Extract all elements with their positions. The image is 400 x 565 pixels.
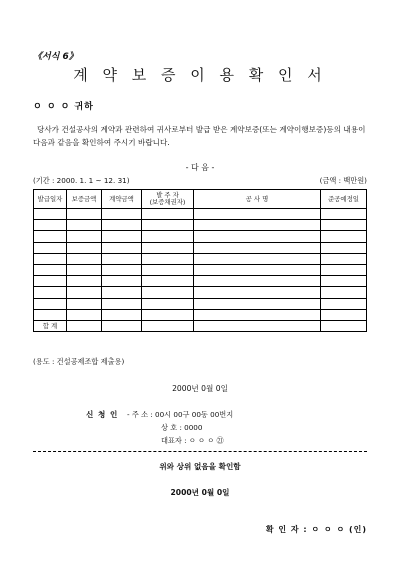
table-cell — [321, 320, 367, 331]
applicant-address: - 주 소 : 00시 00구 00동 00번지 — [127, 410, 234, 419]
table-cell — [142, 264, 194, 275]
table-row — [34, 220, 367, 231]
table-cell — [102, 264, 142, 275]
applicant-representative: 대표자 : ㅇ ㅇ ㅇ ㉑ — [161, 436, 224, 445]
table-cell — [102, 309, 142, 320]
table-cell — [194, 287, 321, 298]
table-cell — [102, 320, 142, 331]
table-total-row — [34, 320, 367, 331]
form-number: 《서식 6》 — [33, 52, 78, 62]
table-cell — [34, 209, 67, 220]
table-cell — [102, 298, 142, 309]
table-row — [34, 242, 367, 253]
table-cell — [194, 253, 321, 264]
table-row — [34, 209, 367, 220]
table-cell — [194, 231, 321, 242]
table-cell — [194, 264, 321, 275]
table-header-cell: 발 주 자 (보증채권자) — [142, 190, 194, 209]
table-cell — [34, 309, 67, 320]
table-cell — [194, 298, 321, 309]
table-cell — [102, 253, 142, 264]
table-cell — [142, 220, 194, 231]
table-header-cell: 보증금액 — [67, 190, 102, 209]
table-cell — [67, 298, 102, 309]
table-cell — [142, 242, 194, 253]
table-cell — [67, 220, 102, 231]
table-row — [34, 309, 367, 320]
table-cell — [67, 231, 102, 242]
table-cell — [321, 276, 367, 287]
table-cell — [142, 253, 194, 264]
applicant-label: 신 청 인 — [86, 410, 119, 419]
dashed-divider — [33, 451, 367, 452]
table-cell — [34, 242, 67, 253]
table-cell — [142, 231, 194, 242]
table-cell — [194, 320, 321, 331]
table-cell — [194, 276, 321, 287]
table-cell — [34, 264, 67, 275]
table-cell — [142, 209, 194, 220]
table-cell — [194, 220, 321, 231]
table-cell — [34, 287, 67, 298]
table-total-label: 합 계 — [34, 320, 67, 331]
body-text: 당사가 건설공사의 계약과 관련하여 귀사로부터 발급 받은 계약보증(또는 계약이행보증)등의 내용이 다음과 같음을 확인하여 주시기 바랍니다. — [33, 125, 366, 147]
table-cell — [321, 220, 367, 231]
table-cell — [142, 276, 194, 287]
table-header-cell: 계약금액 — [102, 190, 142, 209]
table-cell — [67, 264, 102, 275]
table-cell — [67, 242, 102, 253]
table-cell — [142, 320, 194, 331]
table-cell — [194, 209, 321, 220]
table-header-row — [34, 190, 367, 209]
table-cell — [142, 298, 194, 309]
table-cell — [67, 309, 102, 320]
table-cell — [102, 231, 142, 242]
table-header-cell: 준공예정일 — [321, 190, 367, 209]
table-cell — [321, 209, 367, 220]
table-cell — [102, 209, 142, 220]
table-cell — [34, 231, 67, 242]
table-cell — [142, 309, 194, 320]
table-cell — [321, 264, 367, 275]
table-cell — [34, 253, 67, 264]
center-label: - 다 음 - — [185, 163, 215, 172]
recipient: ㅇ ㅇ ㅇ 귀하 — [33, 102, 94, 112]
table-cell — [194, 309, 321, 320]
application-date: 2000년 0월 0일 — [172, 384, 228, 393]
table-row — [34, 253, 367, 264]
table-cell — [34, 276, 67, 287]
table-cell — [102, 287, 142, 298]
table-cell — [102, 276, 142, 287]
applicant-company: 상 호 : 0000 — [161, 423, 203, 432]
period: (기간 : 2000. 1. 1 ~ 12. 31) — [33, 176, 130, 185]
table-cell — [102, 220, 142, 231]
table-row — [34, 298, 367, 309]
table-cell — [321, 287, 367, 298]
table-cell — [67, 320, 102, 331]
table-cell — [321, 242, 367, 253]
table-row — [34, 287, 367, 298]
table-row — [34, 264, 367, 275]
table-cell — [102, 242, 142, 253]
table-cell — [67, 253, 102, 264]
table-cell — [321, 298, 367, 309]
confirmation-date: 2000년 0월 0일 — [170, 488, 230, 497]
table-cell — [142, 287, 194, 298]
document-title: 계 약 보 증 이 용 확 인 서 — [73, 66, 327, 84]
table-header-cell: 발급일자 — [34, 190, 67, 209]
amount-unit: (금액 : 백만원) — [319, 176, 367, 185]
table-cell — [321, 253, 367, 264]
table-cell — [194, 242, 321, 253]
guarantee-table — [33, 189, 367, 332]
table-cell — [34, 298, 67, 309]
table-cell — [321, 309, 367, 320]
table-cell — [67, 287, 102, 298]
usage-note: (용도 : 건설공제조합 제출용) — [33, 357, 125, 366]
table-cell — [321, 231, 367, 242]
table-cell — [34, 220, 67, 231]
table-header-cell: 공 사 명 — [194, 190, 321, 209]
confirmation-text: 위와 상위 없음을 확인함 — [159, 462, 241, 471]
table-row — [34, 231, 367, 242]
table-row — [34, 276, 367, 287]
table-cell — [67, 276, 102, 287]
table-cell — [67, 209, 102, 220]
confirmer: 확 인 자 : ㅇ ㅇ ㅇ (인) — [265, 525, 367, 534]
